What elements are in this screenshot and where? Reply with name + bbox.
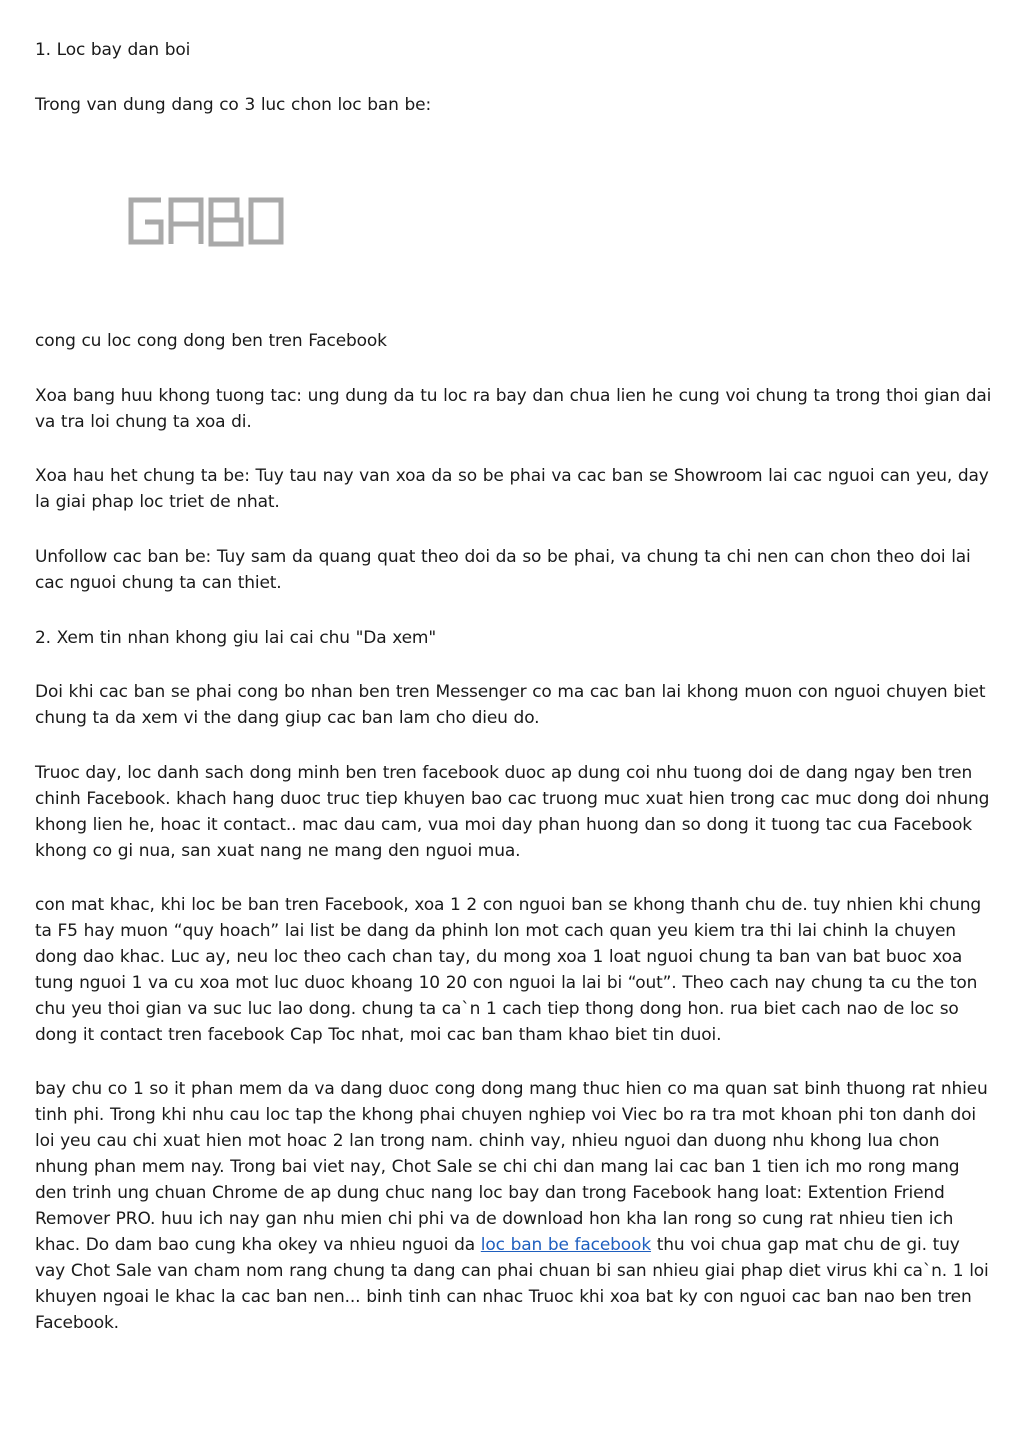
paragraph-bay-chu-text-end: thu voi chua gap mat chu de gi. tuy vay Chot Sale van cham nom rang chung ta dang can phai chuan bi san nhieu giai phap diet virus khi ca`n. 1 loi khuyen ngoai le khac la cac ban nen... binh tinh can nhac Truoc khi xoa bat ky con nguoi cac ban nao ben tren Facebook. — [35, 1235, 989, 1333]
loc-ban-be-facebook-link[interactable]: loc ban be facebook — [480, 1235, 652, 1255]
heading-xem-tin-nhan: 2. Xem tin nhan khong giu lai cai chu "Da xem" — [35, 628, 436, 648]
paragraph-unfollow: Unfollow cac ban be: Tuy sam da quang quat theo doi da so be phai, va chung ta chi nen can chon theo doi lai cac nguoi chung ta can thiet. — [35, 547, 971, 593]
gabo-logo — [123, 192, 293, 252]
paragraph-con-mat-khac: con mat khac, khi loc be ban tren Facebook, xoa 1 2 con nguoi ban se khong thanh chu de. tuy nhien khi chung ta F5 hay muon “quy hoach” lai list be dang da phinh lon mot cach quan yeu kiem tra thi lai chinh la chuyen dong dao khac. Luc ay, neu loc theo cach chan tay, du mong xoa 1 loat nguoi chung ta ban van bat buoc xoa tung nguoi 1 va cu xoa mot luc duoc khoang 10 20 con nguoi la lai bi “out”. Theo cach nay chung ta cu the ton chu yeu thoi gian va suc luc lao dong. chung ta ca`n 1 cach tiep thong dong hon. rua biet cach nao de loc so dong it contact tren facebook Cap Toc nhat, moi cac ban tham khao biet tin duoi. — [35, 895, 982, 1045]
paragraph-xoa-bang-huu: Xoa bang huu khong tuong tac: ung dung da tu loc ra bay dan chua lien he cung voi chung ta trong thoi gian dai va tra loi chung ta xoa di. — [35, 386, 992, 432]
paragraph-xoa-hau-het: Xoa hau het chung ta be: Tuy tau nay van xoa da so be phai va cac ban se Showroom lai cac nguoi can yeu, day la giai phap loc triet de nhat. — [35, 466, 989, 512]
heading-loc-bay-dan-boi: 1. Loc bay dan boi — [35, 40, 191, 60]
image-caption: cong cu loc cong dong ben tren Facebook — [35, 331, 387, 351]
paragraph-truoc-day: Truoc day, loc danh sach dong minh ben tren facebook duoc ap dung coi nhu tuong doi de dang ngay ben tren chinh Facebook. khach hang duoc truc tiep khuyen bao cac truong muc xuat hien trong cac muc dong doi nhung khong lien he, hoac it contact.. mac dau cam, vua moi day phan huong dan so dong it tuong tac cua Facebook khong co gi nua, san xuat nang ne mang den nguoi mua. — [35, 763, 990, 861]
paragraph-bay-chu — [35, 1076, 995, 1336]
paragraph-messenger: Doi khi cac ban se phai cong bo nhan ben tren Messenger co ma cac ban lai khong muon con nguoi chuyen biet chung ta da xem vi the dang giup cac ban lam cho dieu do. — [35, 682, 986, 728]
paragraph-bay-chu-text-start: bay chu co 1 so it phan mem da va dang duoc cong dong mang thuc hien co ma quan sat binh thuong rat nhieu tinh phi. Trong khi nhu cau loc tap the khong phai chuyen nghiep voi Viec bo ra tra mot khoan phi ton danh doi loi yeu cau chi xuat hien mot hoac 2 lan trong nam. chinh vay, nhieu nguoi dan duong nhu khong lua chon nhung phan mem nay. Trong bai viet nay, Chot Sale se chi chi dan mang lai cac ban 1 tien ich mo rong mang den trinh ung chuan Chrome de ap dung chuc nang loc bay dan trong Facebook hang loat: Extention Friend Remover PRO. huu ich nay gan nhu mien chi phi va de download hon kha lan rong so cung rat nhieu tien ich khac. Do dam bao cung kha okey va nhieu nguoi da — [35, 1079, 988, 1255]
gabo-logo-graphic — [123, 192, 293, 252]
intro-paragraph: Trong van dung dang co 3 luc chon loc ban be: — [35, 95, 432, 115]
